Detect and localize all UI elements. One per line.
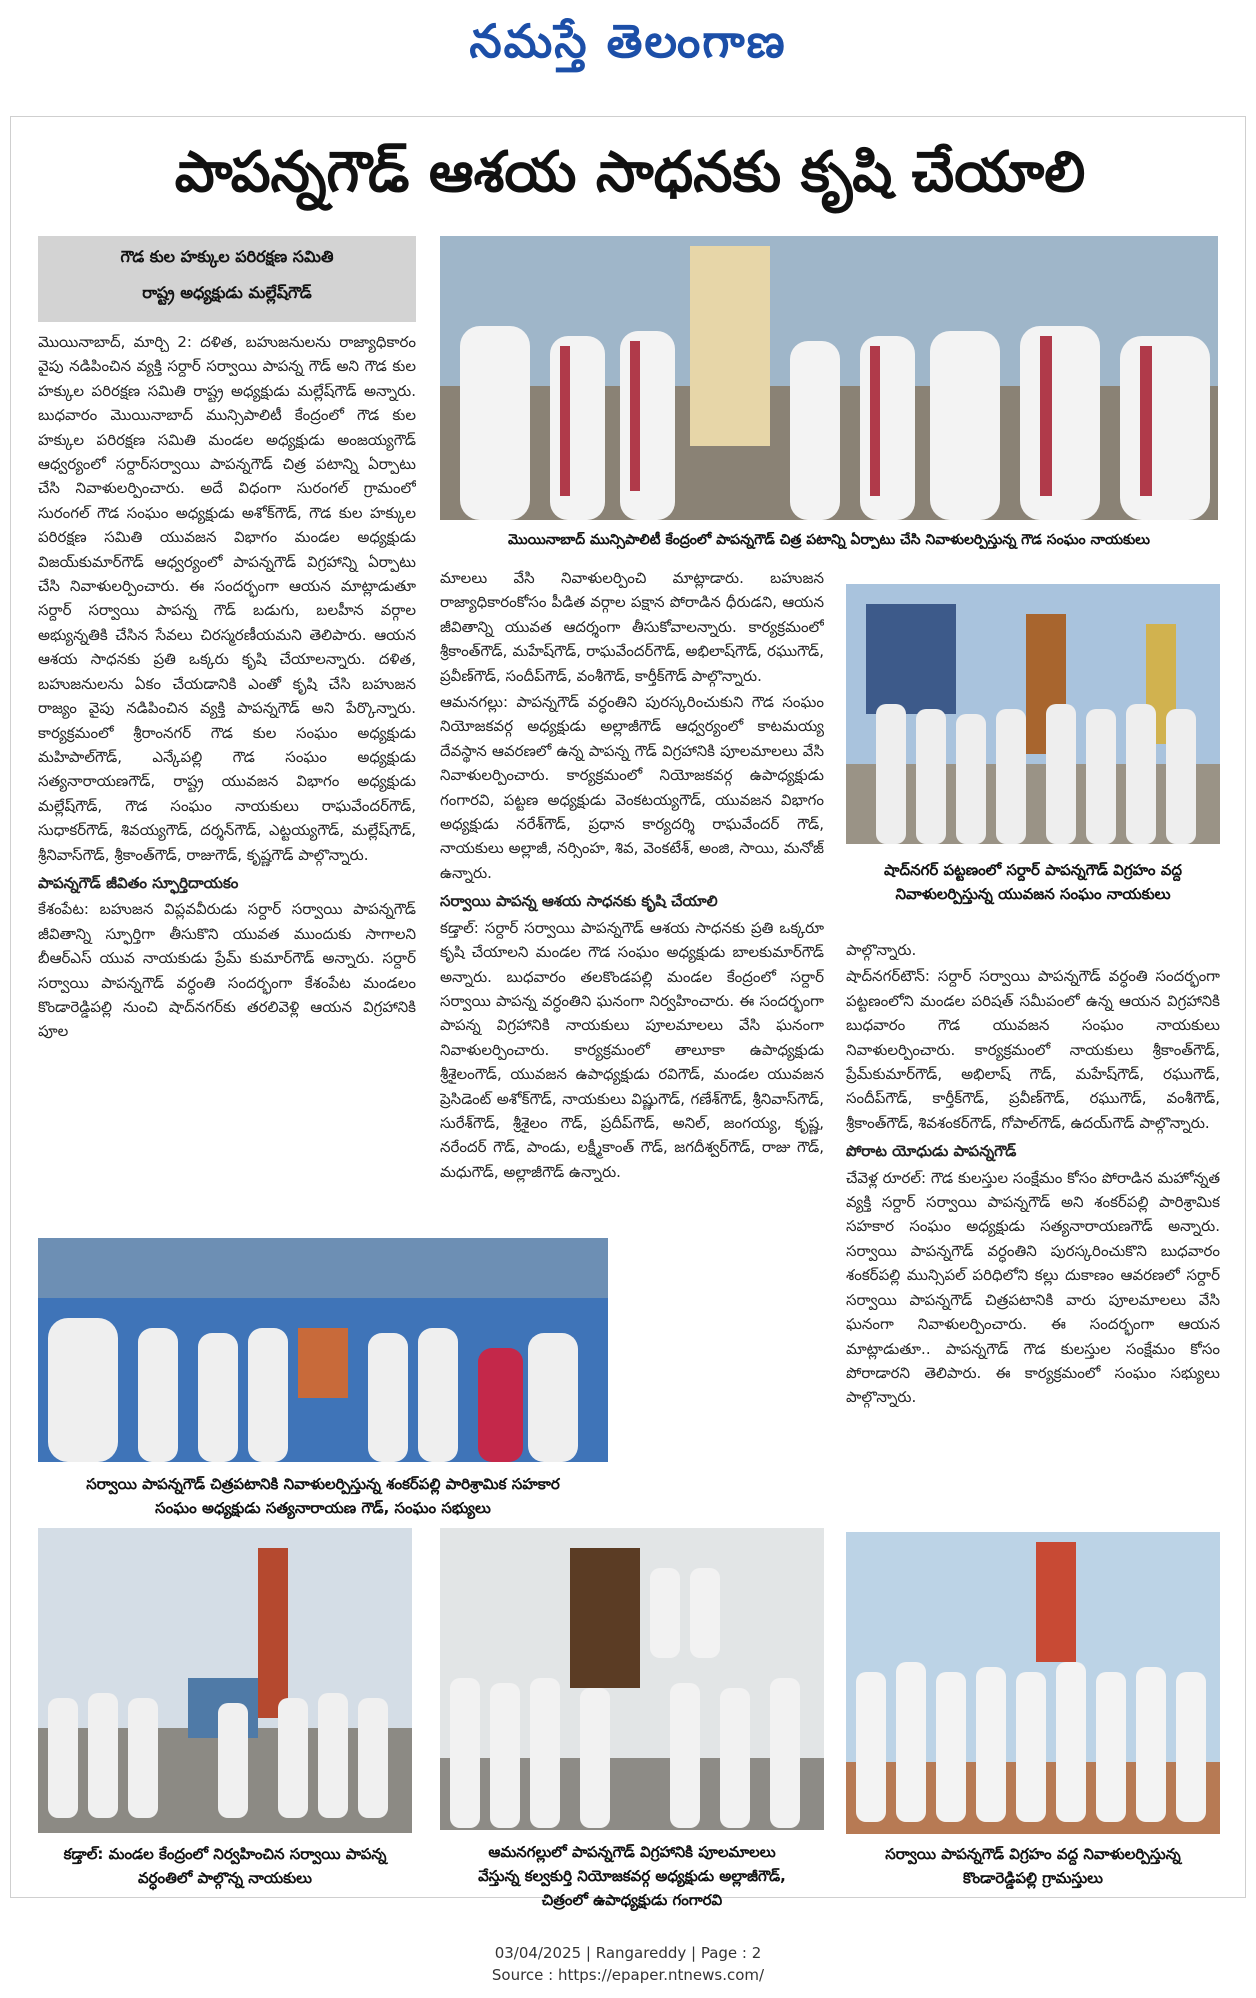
caption-photo-4 <box>38 1842 412 1890</box>
photo-shadnagar-youth <box>846 584 1220 844</box>
caption-photo-6-line-1: సర్వాయి పాపన్నగౌడ్ విగ్రహం వద్ద నివాళులర్పిస్తున్న <box>885 1845 1181 1863</box>
caption-photo-6 <box>846 1842 1220 1890</box>
photo-moinabad-image <box>440 236 1218 520</box>
footer-source: Source : https://epaper.ntnews.com/ <box>491 1966 765 1984</box>
caption-photo-6-line-2: కొండారెడ్డిపల్లి గ్రామస్తులు <box>963 1869 1103 1887</box>
caption-photo-2-line-1: షాద్‌నగర్ పట్టణంలో సర్దార్ పాపన్నగౌడ్ విగ్రహం వద్ద <box>884 861 1182 879</box>
photo-kadthal-image <box>38 1528 412 1833</box>
photo-shadnagar-image <box>846 584 1220 844</box>
photo-moinabad-leaders <box>440 236 1218 520</box>
caption-photo-3 <box>38 1472 608 1520</box>
photo-amangal-statue <box>440 1528 824 1830</box>
col1-sub-paragraph: కేశంపేట: బహుజన విప్లవవీరుడు సర్దార్ సర్వాయి పాపన్నగౌడ్ జీవితాన్ని స్ఫూర్తిగా తీసుకొని యువత ముందుకు సాగాలని బీఆర్‌ఎస్ యువ నాయకుడు ప్రేమ్ కుమార్‌గౌడ్ అన్నారు. సర్దార్ సర్వాయి పాపన్నగౌడ్ వర్ధంతి సందర్భంగా కేశంపేట మండలం కొండారెడ్డిపల్లి నుంచి షాద్‌నగర్‌కు తరలివెళ్లి ఆయన విగ్రహానికి పూల <box>38 900 416 1041</box>
photo-shankarpally-image <box>38 1238 608 1462</box>
subhead-box <box>38 236 416 322</box>
photo-kondareddypalli-villagers <box>846 1532 1220 1834</box>
col2-paragraph-2: ఆమనగల్లు: పాపన్నగౌడ్ వర్ధంతిని పురస్కరించుకుని గౌడ సంఘం నియోజకవర్గ అధ్యక్షుడు అల్లాజీగౌడ్ ఆధ్వర్యంలో కాటమయ్య దేవస్థాన ఆవరణలో ఉన్న పాపన్న గౌడ్ విగ్రహానికి పూలమాలలు వేసి నివాళులర్పించారు. కార్యక్రమంలో నియోజకవర్గ ఉపాధ్యక్షుడు గంగారవి, పట్టణ అధ్యక్షుడు వెంకటయ్యగౌడ్, యువజన విభాగం అధ్యక్షుడు నరేశ్‌గౌడ్, ప్రధాన కార్యదర్శి రాఘవేందర్ గౌడ్, నాయకులు అల్లాజీ, నర్సింహ, శివ, వెంకటేశ్, అంజి, సాయి, మనోజ్ ఉన్నారు. <box>440 693 824 882</box>
masthead-logo: నమస్తే తెలంగాణ <box>469 14 787 68</box>
subhead-line-1: గౌడ కుల హక్కుల పరిరక్షణ సమితి <box>120 247 334 266</box>
footer-date-page: 03/04/2025 | Rangareddy | Page : 2 <box>494 1944 762 1962</box>
caption-photo-2 <box>846 858 1220 906</box>
photo-kondareddypalli-image <box>846 1532 1220 1834</box>
col2-paragraph-1: మాలలు వేసి నివాళులర్పించి మాట్లాడారు. బహుజన రాజ్యాధికారంకోసం పీడిత వర్గాల పక్షాన పోరాడిన ధీరుడని, ఆయన జీవితాన్ని యువత ఆదర్శంగా తీసుకోవాలన్నారు. కార్యక్రమంలో శ్రీకాంత్‌గౌడ్, మహేష్‌గౌడ్, రాఘవేందర్‌గౌడ్, అభిలాష్‌గౌడ్, రఘుగౌడ్, ప్రవీణ్‌గౌడ్, సందీప్‌గౌడ్, వంశీగౌడ్, కార్తీక్‌గౌడ్ పాల్గొన్నారు. <box>440 569 824 685</box>
col1-paragraph: మొయినాబాద్, మార్చి 2: దళిత, బహుజనులను రాజ్యాధికారం వైపు నడిపించిన వ్యక్తి సర్దార్ సర్వాయి పాపన్న గౌడ్ అని గౌడ కుల హక్కుల పరిరక్షణ సమితి రాష్ట్ర అధ్యక్షుడు మల్లేష్‌గౌడ్ అన్నారు. బుధవారం మొయినాబాద్ మున్సిపాలిటీ కేంద్రంలో గౌడ కుల హక్కుల పరిరక్షణ సమితి మండల అధ్యక్షుడు అంజయ్యగౌడ్ ఆధ్వర్యంలో సర్దార్‌సర్వాయి పాపన్నగౌడ్ చిత్ర పటాన్ని ఏర్పాటు చేసి నివాళులర్పించారు. అదే విధంగా సురంగల్ గ్రామంలో సురంగల్ గౌడ సంఘం అధ్యక్షుడు అశోక్‌గౌడ్, గౌడ కుల హక్కుల పరిరక్షణ సమితి యువజన విభాగం మండల అధ్యక్షుడు విజయ్‌కుమార్‌గౌడ్ ఆధ్వర్యంలో పాపన్నగౌడ్ విగ్రహాన్ని ఏర్పాటు చేసి నివాళులర్పించారు. ఈ సందర్భంగా ఆయన మాట్లాడుతూ సర్దార్ సర్వాయి పాపన్న గౌడ్ బడుగు, బలహీన వర్గాల అభ్యున్నతికి చేసిన సేవలు చిరస్మరణీయమని తెలిపారు. ఆయన ఆశయ సాధనకు ప్రతి ఒక్కరు కృషి చేయాలన్నారు. దళిత, బహుజనులను ఏకం చేయడానికి ఎంతో కృషి చేసి బహుజన రాజ్యం వైపు నడిపించిన వ్యక్తి పాపన్నగౌడ్ అని పేర్కొన్నారు. కార్యక్రమంలో శ్రీరాంనగర్ గౌడ కుల సంఘం అధ్యక్షుడు మహిపాల్‌గౌడ్, ఎన్కేపల్లి గౌడ సంఘం అధ్యక్షుడు సత్యనారాయణగౌడ్, రాష్ట్ర యువజన విభాగం అధ్యక్షుడు మల్లేష్‌గౌడ్, గౌడ సంఘం నాయకులు రాఘవేందర్‌గౌడ్, సుధాకర్‌గౌడ్, శివయ్యగౌడ్, దర్శన్‌గౌడ్, ఎట్టయ్యగౌడ్, మల్లేష్‌గౌడ్, శ్రీనివాస్‌గౌడ్, శ్రీకాంత్‌గౌడ్, రాజుగౌడ్, కృష్ణగౌడ్ పాల్గొన్నారు. <box>38 333 416 864</box>
article-column-1 <box>38 330 416 1235</box>
col2-sub-paragraph: కడ్తాల్: సర్దార్ సర్వాయి పాపన్నగౌడ్ ఆశయ సాధనకు ప్రతి ఒక్కరూ కృషి చేయాలని మండల గౌడ సంఘం అధ్యక్షుడు బాలకుమార్‌గౌడ్ అన్నారు. బుధవారం తలకొండపల్లి మండల కేంద్రంలో సర్దార్ సర్వాయి పాపన్న వర్ధంతిని ఘనంగా నిర్వహించారు. ఈ సందర్భంగా పాపన్న విగ్రహానికి నాయకులు పూలమాలలు వేసి ఘనంగా నివాళులర్పించారు. కార్యక్రమంలో తాలూకా ఉపాధ్యక్షుడు శ్రీశైలంగౌడ్, యువజన ఉపాధ్యక్షుడు రవిగౌడ్, మండల యువజన ప్రెసిడెంట్ అశోక్‌గౌడ్, నాయకులు విష్ణుగౌడ్, గణేశ్‌గౌడ్, శ్రీనివాస్‌గౌడ్, సురేశ్‌గౌడ్, శ్రీశైలం గౌడ్, ప్రదీప్‌గౌడ్, అనిల్, జంగయ్య, కృష్ణ, నరేందర్ గౌడ్, పాండు, లక్ష్మీకాంత్ గౌడ్, జగదీశ్వర్‌గౌడ్, రాజు గౌడ్, మధుగౌడ్, అల్లాజీగౌడ్ ఉన్నారు. <box>440 918 824 1181</box>
caption-photo-3-line-1: సర్వాయి పాపన్నగౌడ్ చిత్రపటానికి నివాళులర్పిస్తున్న శంకర్‌పల్లి పారిశ్రామిక సహకార <box>86 1475 560 1493</box>
subhead-line-2: రాష్ట్ర అధ్యక్షుడు మల్లేష్‌గౌడ్ <box>142 283 312 302</box>
col3-subheading: పోరాట యోధుడు పాపన్నగౌడ్ <box>846 1142 1017 1161</box>
headline: పాపన్నగౌడ్ ఆశయ సాధనకు కృషి చేయాలి <box>174 140 1086 205</box>
caption-photo-5-line-2: వేస్తున్న కల్వకుర్తి నియోజకవర్గ అధ్యక్షుడు అల్లాజీగౌడ్, <box>478 1867 786 1885</box>
caption-photo-4-line-2: వర్ధంతిలో పాల్గొన్న నాయకులు <box>137 1869 312 1887</box>
caption-photo-4-line-1: కడ్తాల్: మండల కేంద్రంలో నిర్వహించిన సర్వాయి పాపన్న <box>63 1845 387 1863</box>
photo-shankarpally-members <box>38 1238 608 1462</box>
caption-photo-5-line-3: చిత్రంలో ఉపాధ్యక్షుడు గంగారవి <box>541 1891 723 1909</box>
col3-sub-paragraph: చేవెళ్ల రూరల్: గౌడ కులస్తుల సంక్షేమం కోసం పోరాడిన మహోన్నత వ్యక్తి సర్దార్ సర్వాయి పాపన్నగౌడ్ అని శంకర్‌పల్లి పారిశ్రామిక సహకార సంఘం అధ్యక్షుడు సత్యనారాయణగౌడ్ అన్నారు. సర్వాయి పాపన్నగౌడ్ వర్ధంతిని పురస్కరించుకొని బుధవారం శంకర్‌పల్లి మున్సిపల్ పరిధిలోని కల్లు దుకాణం ఆవరణలో సర్దార్ సర్వాయి పాపన్నగౌడ్ చిత్రపటానికి వారు పూలమాలలు వేసి ఘనంగా నివాళులర్పించారు. ఈ సందర్భంగా ఆయన మాట్లాడుతూ.. పాపన్నగౌడ్ గౌడ కులస్తుల సంక్షేమం కోసం పోరాడారని తెలిపారు. ఈ కార్యక్రమంలో సంఘం సభ్యులు పాల్గొన్నారు. <box>846 1168 1220 1407</box>
photo-kadthal-leaders <box>38 1528 412 1833</box>
caption-photo-1: మొయినాబాద్ మున్సిపాలిటీ కేంద్రంలో పాపన్నగౌడ్ చిత్ర పటాన్ని ఏర్పాటు చేసి నివాళులర్పిస్తున్న గౌడ సంఘం నాయకులు <box>508 532 1150 548</box>
caption-photo-5-line-1: ఆమనగల్లులో పాపన్నగౌడ్ విగ్రహానికి పూలమాలలు <box>488 1843 776 1861</box>
col1-subheading: పాపన్నగౌడ్ జీవితం స్ఫూర్తిదాయకం <box>38 873 239 892</box>
photo-amangal-image <box>440 1528 824 1830</box>
col3-paragraph-1: పాల్గొన్నారు. <box>846 941 917 959</box>
caption-photo-2-line-2: నివాళులర్పిస్తున్న యువజన సంఘం నాయకులు <box>895 885 1171 903</box>
caption-photo-5 <box>440 1840 824 1912</box>
col3-paragraph-2: షాద్‌నగర్‌టౌన్: సర్దార్ సర్వాయి పాపన్నగౌడ్ వర్ధంతి సందర్భంగా పట్టణంలోని మండల పరిషత్ సమీపంలో ఉన్న ఆయన విగ్రహానికి బుధవారం గౌడ యువజన సంఘం నాయకులు నివాళులర్పించారు. కార్యక్రమంలో నాయకులు శ్రీకాంత్‌గౌడ్, ప్రేమ్‌కుమార్‌గౌడ్, అభిలాష్ గౌడ్, మహేష్‌గౌడ్, రఘుగౌడ్, సందీప్‌గౌడ్, కార్తీక్‌గౌడ్, ప్రవీణ్‌గౌడ్, రఘుగౌడ్, వంశీగౌడ్, శ్రీకాంత్‌గౌడ్, శివశంకర్‌గౌడ్, గోపాల్‌గౌడ్, ఉదయ్‌గౌడ్ పాల్గొన్నారు. <box>846 967 1220 1132</box>
col2-subheading: సర్వాయి పాపన్న ఆశయ సాధనకు కృషి చేయాలి <box>440 892 718 911</box>
caption-photo-3-line-2: సంఘం అధ్యక్షుడు సత్యనారాయణ గౌడ్, సంఘం సభ్యులు <box>155 1499 491 1517</box>
article-column-3 <box>846 938 1220 1518</box>
